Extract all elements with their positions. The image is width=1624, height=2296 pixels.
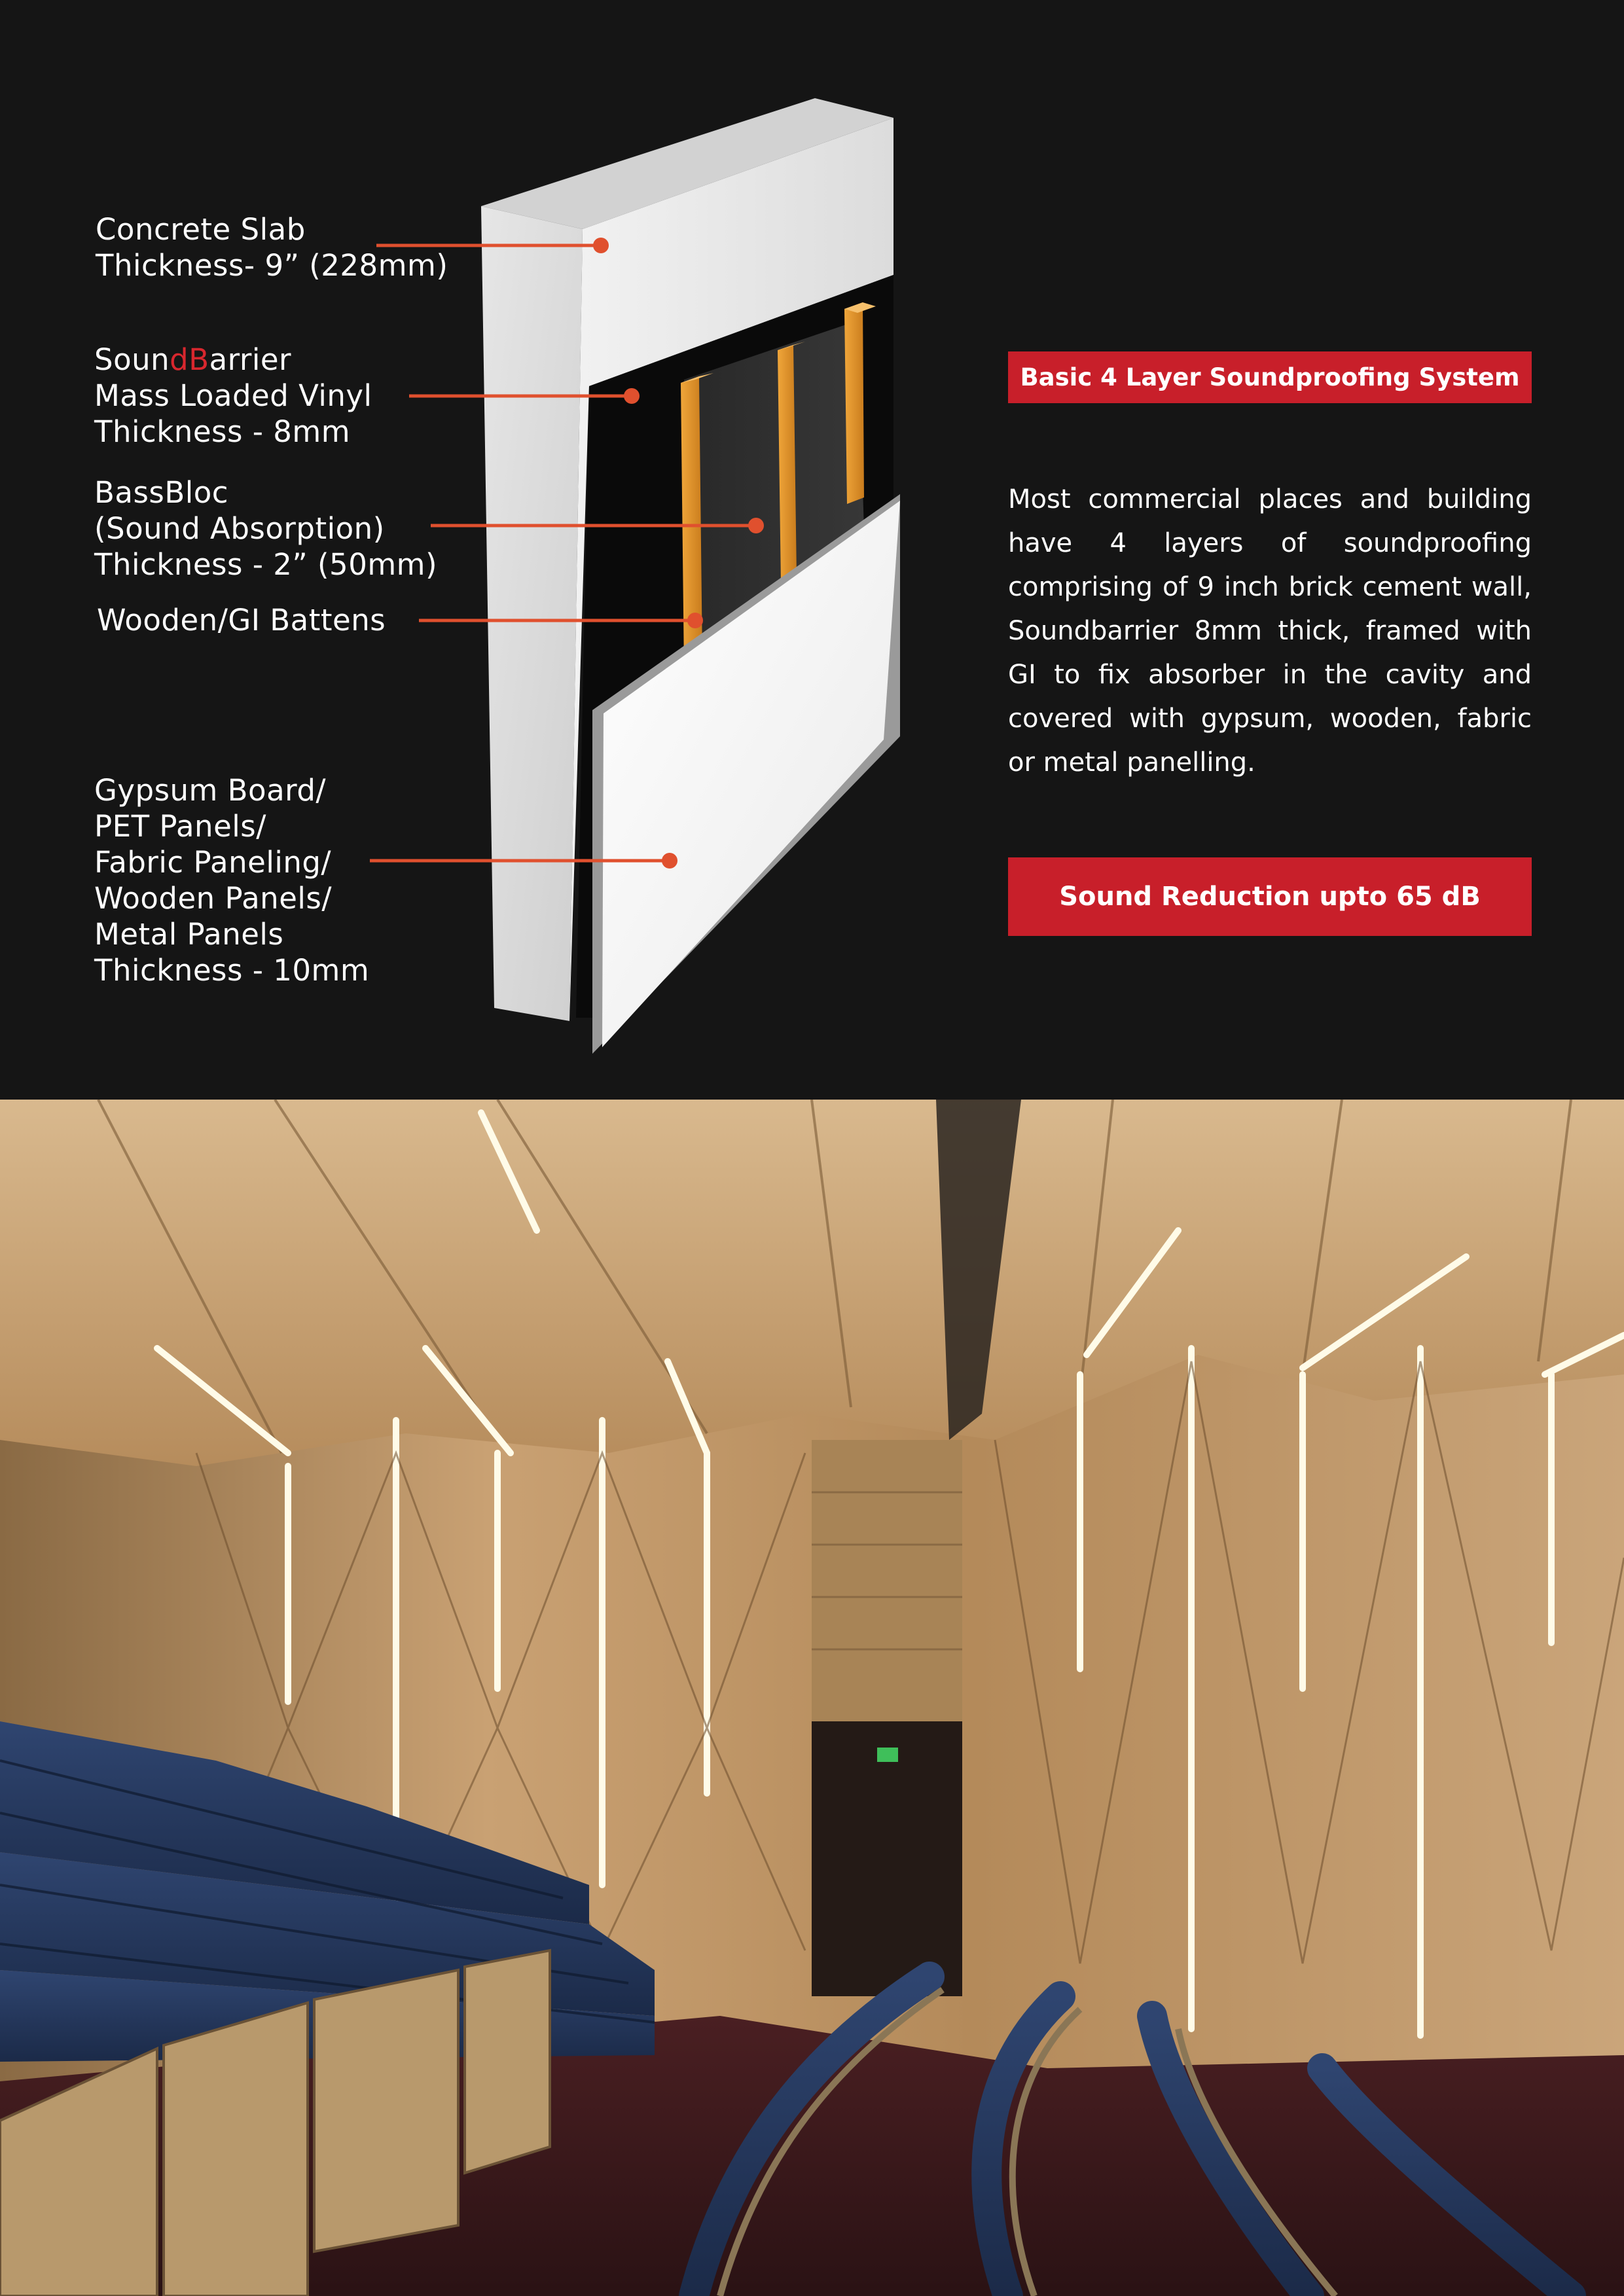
label-line: Mass Loaded Vinyl [94,378,372,413]
brand-part-highlight: dB [170,342,209,377]
label-line: Thickness- 9” (228mm) [96,248,448,283]
label-line: Wooden/GI Battens [97,603,386,637]
label-line: Thickness - 2” (50mm) [94,547,438,582]
label-line: Thickness - 8mm [94,414,351,449]
brand-part: arrier [209,342,292,377]
label-line: (Sound Absorption) [94,511,385,546]
label-line: Gypsum Board/ [94,773,327,808]
brand-part: Soun [94,342,170,377]
label-bassbloc [94,475,437,583]
system-heading-badge: Basic 4 Layer Soundproofing System [1008,351,1532,403]
sound-reduction-badge: Sound Reduction upto 65 dB [1008,857,1532,936]
label-concrete-slab [96,211,448,283]
auditorium-photo [0,1100,1624,2296]
label-battens [97,602,386,638]
label-line: Wooden Panels/ [94,881,333,916]
label-line: BassBloc [94,475,228,510]
label-line: Concrete Slab [96,212,306,247]
label-soundbarrier [94,342,372,450]
system-description: Most commercial places and building have 4 layers of soundproofing comprising of 9 inch brick cement wall, Soundbarrier 8mm thick, framed with GI to fix absorber in the cavity and covered with gypsum, wooden, fabric or metal panelling. [1008,484,1532,778]
label-gypsum [94,772,369,988]
label-line: Fabric Paneling/ [94,845,332,880]
diagram-section [0,0,1624,1100]
soundbarrier-brand-name [94,342,372,378]
label-line: Thickness - 10mm [94,953,370,988]
label-line: PET Panels/ [94,809,266,844]
label-line: Metal Panels [94,917,284,952]
